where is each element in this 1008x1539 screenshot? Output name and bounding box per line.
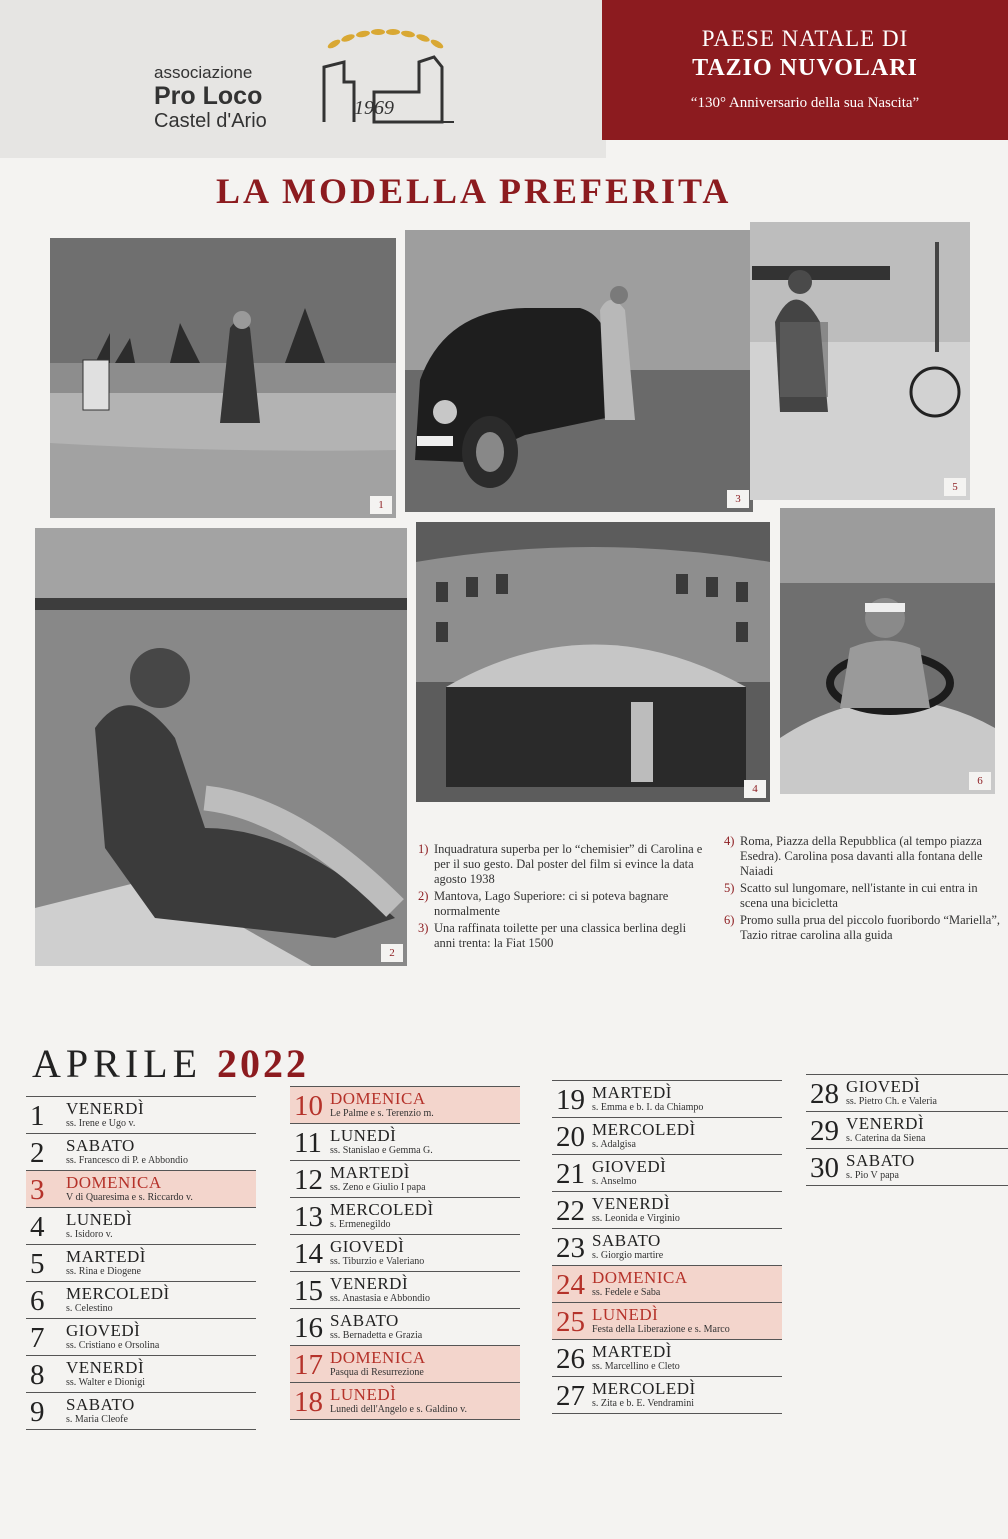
day-saint: ss. Fedele e Saba: [592, 1287, 661, 1298]
day-name: SABATO: [66, 1136, 135, 1155]
page-title: LA MODELLA PREFERITA: [216, 171, 732, 211]
day-number: 23: [556, 1232, 585, 1264]
day-saint: s. Adalgisa: [592, 1139, 636, 1150]
month-name: APRILE: [32, 1041, 202, 1086]
day-number: 18: [294, 1386, 323, 1418]
captions-right: [724, 834, 1002, 945]
calendar-day: [552, 1081, 782, 1118]
photo-6: [780, 508, 995, 794]
day-name: MARTEDÌ: [592, 1083, 672, 1102]
day-name: GIOVEDÌ: [66, 1321, 141, 1340]
day-name: DOMENICA: [592, 1268, 688, 1287]
calendar-day: [290, 1235, 520, 1272]
day-name: SABATO: [846, 1151, 915, 1170]
day-name: GIOVEDÌ: [592, 1157, 667, 1176]
day-number: 21: [556, 1158, 585, 1190]
calendar-day: [552, 1340, 782, 1377]
calendar-day: [26, 1356, 256, 1393]
day-saint: s. Zita e b. E. Vendramini: [592, 1398, 695, 1409]
day-saint: V di Quaresima e s. Riccardo v.: [66, 1192, 193, 1203]
captions-left: [418, 842, 708, 953]
photo-2: [35, 528, 407, 966]
day-name: VENERDÌ: [592, 1194, 671, 1213]
day-saint: s. Maria Cleofe: [66, 1414, 128, 1425]
day-name: LUNEDÌ: [330, 1385, 397, 1404]
day-saint: s. Caterina da Siena: [846, 1133, 926, 1144]
day-number: 29: [810, 1115, 839, 1147]
day-number: 16: [294, 1312, 323, 1344]
banner-line2: TAZIO NUVOLARI: [692, 55, 918, 81]
day-saint: ss. Irene e Ugo v.: [66, 1118, 136, 1129]
day-name: DOMENICA: [66, 1173, 162, 1192]
day-name: SABATO: [66, 1395, 135, 1414]
calendar-day: [290, 1198, 520, 1235]
calendar-day: [290, 1309, 520, 1346]
day-saint: ss. Walter e Dionigi: [66, 1377, 145, 1388]
day-number: 28: [810, 1078, 839, 1110]
logo-line3: Castel d'Ario: [154, 110, 267, 132]
day-name: MARTEDÌ: [66, 1247, 146, 1266]
day-number: 8: [30, 1359, 45, 1391]
caption-number: 2): [418, 889, 429, 903]
caption-number: 3): [418, 921, 429, 935]
calendar-day: [552, 1377, 782, 1414]
header-banner: [602, 0, 1008, 140]
logo-line2: Pro Loco: [154, 82, 263, 110]
calendar-day: [26, 1171, 256, 1208]
day-name: VENERDÌ: [66, 1358, 145, 1377]
day-name: MARTEDÌ: [330, 1163, 410, 1182]
calendar-column-2: [290, 1086, 520, 1420]
calendar-day: [552, 1303, 782, 1340]
calendar-day: [552, 1229, 782, 1266]
day-saint: s. Isidoro v.: [66, 1229, 113, 1240]
day-name: SABATO: [330, 1311, 399, 1330]
calendar-day: [290, 1161, 520, 1198]
photo-number: 6: [969, 772, 991, 790]
photo-number: 4: [744, 780, 766, 798]
day-number: 27: [556, 1380, 585, 1412]
caption-item: [724, 881, 1002, 911]
photo-5: [750, 222, 970, 500]
day-number: 26: [556, 1343, 585, 1375]
calendar-column-4: [806, 1074, 1008, 1186]
caption-text: Roma, Piazza della Repubblica (al tempo piazza Esedra). Carolina posa davanti alla fontana delle Naiadi: [740, 834, 983, 878]
day-number: 7: [30, 1322, 45, 1354]
calendar-day: [290, 1346, 520, 1383]
caption-item: [418, 842, 708, 887]
day-saint: ss. Zeno e Giulio I papa: [330, 1182, 426, 1193]
photo-4: [416, 522, 770, 802]
caption-item: [418, 921, 708, 951]
day-name: VENERDÌ: [330, 1274, 409, 1293]
calendar-day: [552, 1118, 782, 1155]
day-number: 5: [30, 1248, 45, 1280]
day-name: GIOVEDÌ: [330, 1237, 405, 1256]
day-number: 9: [30, 1396, 45, 1428]
calendar-day: [290, 1272, 520, 1309]
caption-item: [724, 834, 1002, 879]
day-name: LUNEDÌ: [592, 1305, 659, 1324]
caption-number: 1): [418, 842, 429, 856]
day-number: 12: [294, 1164, 323, 1196]
day-saint: Le Palme e s. Terenzio m.: [330, 1108, 434, 1119]
day-saint: ss. Anastasia e Abbondio: [330, 1293, 430, 1304]
calendar-day: [26, 1208, 256, 1245]
photo-number: 1: [370, 496, 392, 514]
day-name: MERCOLEDÌ: [330, 1200, 434, 1219]
day-name: SABATO: [592, 1231, 661, 1250]
day-saint: ss. Francesco di P. e Abbondio: [66, 1155, 188, 1166]
logo-year: 1969: [354, 97, 394, 119]
day-saint: s. Pio V papa: [846, 1170, 899, 1181]
day-saint: s. Giorgio martire: [592, 1250, 664, 1261]
month-year: 2022: [217, 1041, 309, 1086]
caption-number: 4): [724, 834, 735, 848]
calendar-day: [26, 1245, 256, 1282]
day-number: 24: [556, 1269, 585, 1301]
calendar-day: [290, 1383, 520, 1420]
day-saint: ss. Leonida e Virginio: [592, 1213, 680, 1224]
day-number: 13: [294, 1201, 323, 1233]
day-number: 25: [556, 1306, 585, 1338]
day-number: 2: [30, 1137, 45, 1169]
caption-item: [724, 913, 1002, 943]
day-saint: ss. Rina e Diogene: [66, 1266, 141, 1277]
day-name: VENERDÌ: [846, 1114, 925, 1133]
photo-number: 2: [381, 944, 403, 962]
day-saint: s. Celestino: [66, 1303, 113, 1314]
day-number: 22: [556, 1195, 585, 1227]
caption-number: 5): [724, 881, 735, 895]
calendar-day: [26, 1393, 256, 1430]
day-name: LUNEDÌ: [66, 1210, 133, 1229]
day-number: 19: [556, 1084, 585, 1116]
day-number: 30: [810, 1152, 839, 1184]
day-saint: Festa della Liberazione e s. Marco: [592, 1324, 730, 1335]
day-saint: s. Anselmo: [592, 1176, 637, 1187]
day-name: MERCOLEDÌ: [592, 1379, 696, 1398]
caption-text: Promo sulla prua del piccolo fuoribordo “Mariella”, Tazio ritrae carolina alla guida: [740, 913, 1000, 942]
day-saint: ss. Tiburzio e Valeriano: [330, 1256, 425, 1267]
photo-number: 5: [944, 478, 966, 496]
caption-text: Una raffinata toilette per una classica berlina degli anni trenta: la Fiat 1500: [434, 921, 687, 950]
calendar-month-heading: [32, 1040, 309, 1087]
day-number: 4: [30, 1211, 45, 1243]
day-name: MARTEDÌ: [592, 1342, 672, 1361]
caption-item: [418, 889, 708, 919]
photo-1: [50, 238, 396, 518]
calendar-day: [806, 1149, 1008, 1186]
calendar-day: [552, 1155, 782, 1192]
calendar-day: [290, 1087, 520, 1124]
day-name: GIOVEDÌ: [846, 1077, 921, 1096]
day-saint: s. Emma e b. I. da Chiampo: [592, 1102, 704, 1113]
calendar-day: [26, 1134, 256, 1171]
photo-number: 3: [727, 490, 749, 508]
day-number: 17: [294, 1349, 323, 1381]
caption-number: 6): [724, 913, 735, 927]
photo-3: [405, 230, 753, 512]
day-saint: ss. Pietro Ch. e Valeria: [846, 1096, 937, 1107]
day-number: 1: [30, 1100, 45, 1132]
caption-text: Mantova, Lago Superiore: ci si poteva bagnare normalmente: [434, 889, 669, 918]
calendar-day: [806, 1075, 1008, 1112]
day-number: 6: [30, 1285, 45, 1317]
day-number: 3: [30, 1174, 45, 1206]
calendar-day: [290, 1124, 520, 1161]
caption-text: Inquadratura superba per lo “chemisier” di Carolina e per il suo gesto. Dal poster del film si evince la data agosto 1938: [434, 842, 703, 886]
banner-line1: PAESE NATALE DI: [701, 26, 909, 51]
day-number: 11: [294, 1127, 322, 1159]
day-name: VENERDÌ: [66, 1099, 145, 1118]
day-saint: ss. Bernadetta e Grazia: [330, 1330, 423, 1341]
calendar-day: [806, 1112, 1008, 1149]
calendar-day: [552, 1266, 782, 1303]
day-saint: ss. Cristiano e Orsolina: [66, 1340, 160, 1351]
day-saint: ss. Marcellino e Cleto: [592, 1361, 680, 1372]
day-name: LUNEDÌ: [330, 1126, 397, 1145]
day-number: 10: [294, 1090, 323, 1122]
proloco-logo-text: [154, 64, 267, 131]
day-number: 15: [294, 1275, 323, 1307]
calendar-day: [552, 1192, 782, 1229]
day-saint: Pasqua di Resurrezione: [330, 1367, 424, 1378]
calendar-day: [26, 1319, 256, 1356]
calendar-day: [26, 1282, 256, 1319]
day-saint: Lunedì dell'Angelo e s. Galdino v.: [330, 1404, 467, 1415]
calendar-day: [26, 1097, 256, 1134]
day-name: DOMENICA: [330, 1089, 426, 1108]
day-number: 14: [294, 1238, 323, 1270]
header-logo-area: [0, 0, 606, 158]
banner-line3: “130° Anniversario della sua Nascita”: [690, 95, 920, 111]
day-saint: ss. Stanislao e Gemma G.: [330, 1145, 433, 1156]
calendar-column-3: [552, 1080, 782, 1414]
day-name: DOMENICA: [330, 1348, 426, 1367]
logo-line1: associazione: [154, 63, 253, 82]
caption-text: Scatto sul lungomare, nell'istante in cui entra in scena una bicicletta: [740, 881, 978, 910]
day-name: MERCOLEDÌ: [592, 1120, 696, 1139]
day-name: MERCOLEDÌ: [66, 1284, 170, 1303]
calendar-column-1: [26, 1096, 256, 1430]
day-saint: s. Ermenegildo: [330, 1219, 391, 1230]
day-number: 20: [556, 1121, 585, 1153]
